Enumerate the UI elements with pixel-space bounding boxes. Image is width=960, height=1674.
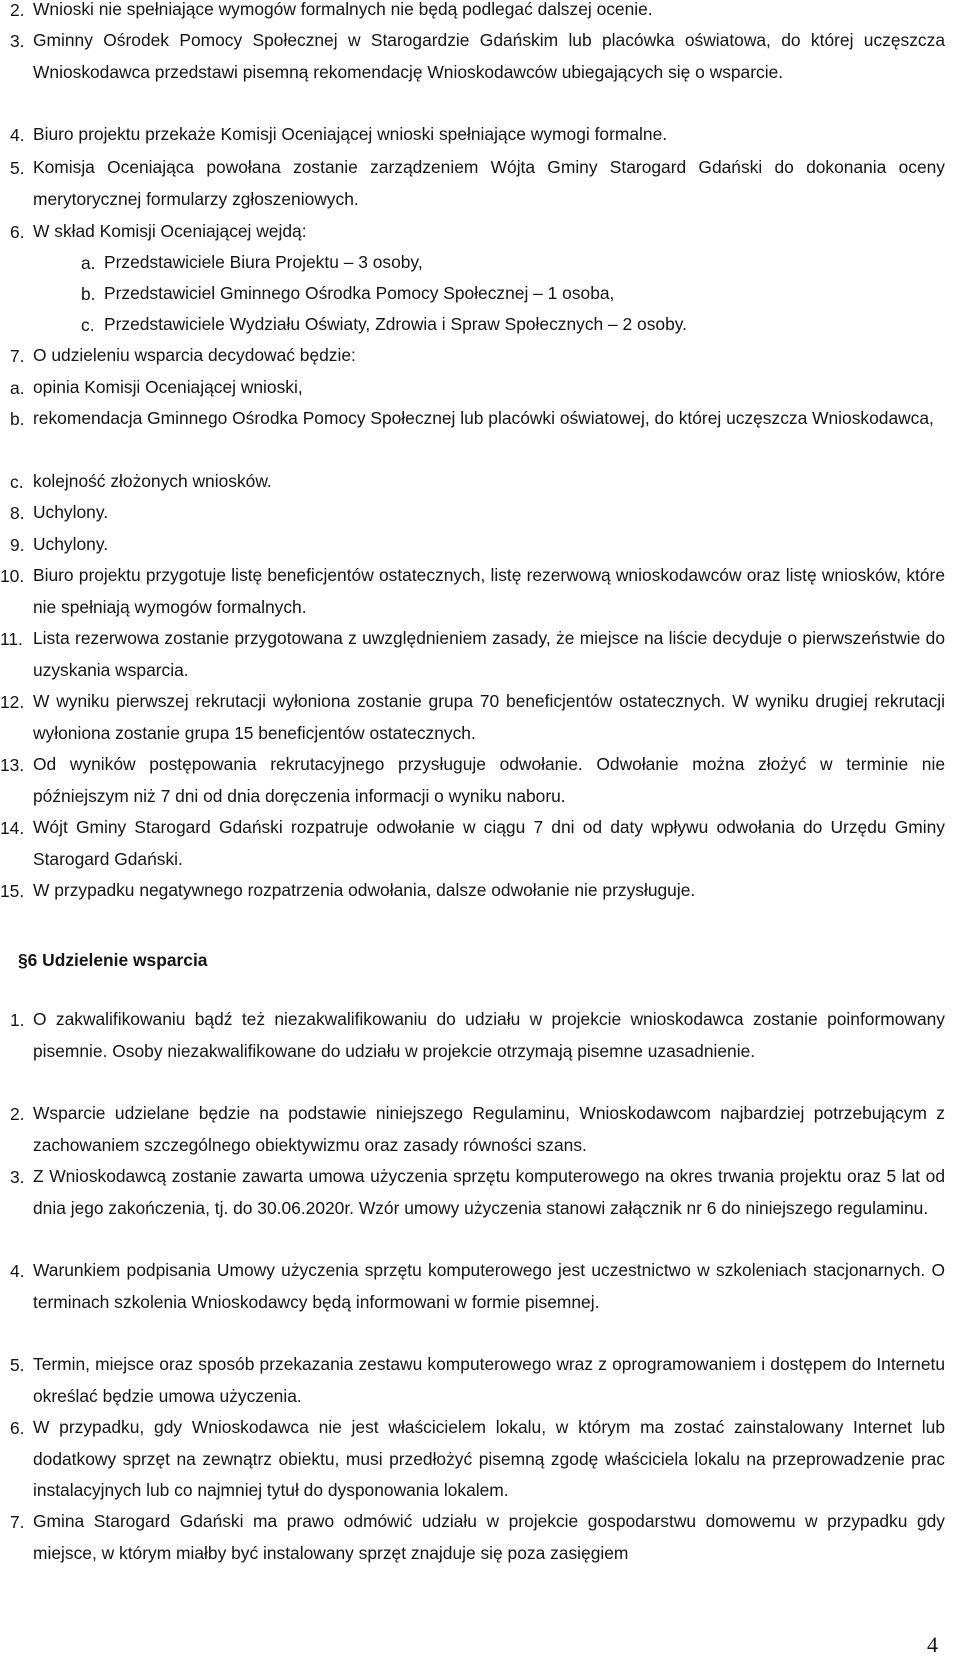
list-number: 3. — [10, 1167, 25, 1187]
list-number: 5. — [10, 158, 25, 178]
list-number: 12. — [0, 692, 25, 712]
list-number: 9. — [10, 535, 25, 555]
list-text: W wyniku pierwszej rekrutacji wyłoniona zostanie grupa 70 beneficjentów ostatecznych. W wyniku drugiej rekrutacji wyłoniona zostanie grupa 15 beneficjentów ostatecznych. — [33, 691, 945, 743]
list-letter: a. — [10, 378, 25, 398]
list-text: Lista rezerwowa zostanie przygotowana z uwzględnieniem zasady, że miejsce na liście decyduje o pierwszeństwie do uzyskania wsparcia. — [33, 628, 945, 680]
list-text: O udzieleniu wsparcia decydować będzie: — [33, 345, 356, 365]
list-text: Od wyników postępowania rekrutacyjnego przysługuje odwołanie. Odwołanie można złożyć w terminie nie późniejszym niż 7 dni od dnia doręczenia informacji o wyniku naboru. — [33, 754, 945, 806]
list-text: Wnioski nie spełniające wymogów formalnych nie będą podlegać dalszej ocenie. — [33, 0, 653, 19]
list-number: 2. — [10, 1104, 25, 1124]
list-text: Uchylony. — [33, 534, 109, 554]
list-number: 13. — [0, 755, 25, 775]
list-text: rekomendacja Gminnego Ośrodka Pomocy Społecznej lub placówki oświatowej, do której uczęszcza Wnioskodawca, — [33, 408, 934, 428]
list-text: Wsparcie udzielane będzie na podstawie niniejszego Regulaminu, Wnioskodawcom najbardziej potrzebującym z zachowaniem szczególnego obiektywizmu oraz zasady równości szans. — [33, 1103, 945, 1155]
list-number: 4. — [10, 125, 25, 145]
list-letter: c. — [81, 315, 95, 335]
list-letter: b. — [10, 409, 25, 429]
list-text: W skład Komisji Oceniającej wejdą: — [33, 221, 307, 241]
list-text: Uchylony. — [33, 502, 109, 522]
list-text: Biuro projektu przekaże Komisji Oceniającej wnioski spełniające wymogi formalne. — [33, 124, 668, 144]
list-text: Termin, miejsce oraz sposób przekazania zestawu komputerowego wraz z oprogramowaniem i dostępem do Internetu określać będzie umowa użyczenia. — [33, 1354, 945, 1406]
list-number: 8. — [10, 503, 25, 523]
list-text: Warunkiem podpisania Umowy użyczenia sprzętu komputerowego jest uczestnictwo w szkoleniach stacjonarnych. O terminach szkolenia Wnioskodawcy będą informowani w formie pisemnej. — [33, 1260, 945, 1312]
list-text: Przedstawiciel Gminnego Ośrodka Pomocy Społecznej – 1 osoba, — [104, 283, 615, 303]
list-number: 7. — [10, 1512, 25, 1532]
page-number: 4 — [927, 1632, 938, 1657]
list-letter: b. — [81, 284, 96, 304]
section-heading: §6 Udzielenie wsparcia — [18, 950, 208, 970]
list-number: 3. — [10, 31, 25, 51]
list-text: Wójt Gminy Starogard Gdański rozpatruje odwołanie w ciągu 7 dni od daty wpływu odwołania do Urzędu Gminy Starogard Gdański. — [33, 817, 945, 869]
list-number: 10. — [0, 566, 25, 586]
list-number: 4. — [10, 1261, 25, 1281]
list-letter: c. — [10, 472, 24, 492]
list-text: Biuro projektu przygotuje listę beneficjentów ostatecznych, listę rezerwową wnioskodawców oraz listę wniosków, które nie spełniają wymogów formalnych. — [33, 565, 945, 617]
list-number: 15. — [0, 881, 25, 901]
list-number: 6. — [10, 222, 25, 242]
list-number: 7. — [10, 346, 25, 366]
list-text: kolejność złożonych wniosków. — [33, 471, 272, 491]
list-text: Gmina Starogard Gdański ma prawo odmówić udziału w projekcie gospodarstwu domowemu w przypadku gdy miejsce, w którym miałby być instalowany sprzęt znajduje się poza zasięgiem — [33, 1511, 945, 1563]
list-text: Przedstawiciele Wydziału Oświaty, Zdrowia i Spraw Społecznych – 2 osoby. — [104, 314, 687, 334]
list-number: 11. — [0, 629, 23, 649]
list-text: W przypadku negatywnego rozpatrzenia odwołania, dalsze odwołanie nie przysługuje. — [33, 880, 696, 900]
list-text: W przypadku, gdy Wnioskodawca nie jest właścicielem lokalu, w którym ma zostać zainstalowany Internet lub dodatkowy sprzęt na zewnątrz obiektu, musi przedłożyć pisemną zgodę właściciela lokalu na przeprowadzenie prac instalacyjnych lub co najmniej tytuł do dysponowania lokalem. — [33, 1417, 945, 1500]
list-number: 6. — [10, 1418, 25, 1438]
list-number: 14. — [0, 818, 25, 838]
list-text: opinia Komisji Oceniającej wnioski, — [33, 377, 303, 397]
list-number: 1. — [10, 1010, 25, 1030]
list-number: 5. — [10, 1355, 25, 1375]
list-text: Gminny Ośrodek Pomocy Społecznej w Starogardzie Gdańskim lub placówka oświatowa, do której uczęszcza Wnioskodawca przedstawi pisemną rekomendację Wnioskodawców ubiegających się o wsparcie. — [33, 30, 945, 82]
list-text: Przedstawiciele Biura Projektu – 3 osoby, — [104, 252, 423, 272]
list-text: Z Wnioskodawcą zostanie zawarta umowa użyczenia sprzętu komputerowego na okres trwania projektu oraz 5 lat od dnia jego zakończenia, tj. do 30.06.2020r. Wzór umowy użyczenia stanowi załącznik nr 6 do niniejszego regulaminu. — [33, 1166, 945, 1218]
list-number: 2. — [10, 0, 25, 20]
list-text: Komisja Oceniająca powołana zostanie zarządzeniem Wójta Gminy Starogard Gdański do dokonania oceny merytorycznej formularzy zgłoszeniowych. — [33, 157, 945, 209]
list-text: O zakwalifikowaniu bądź też niezakwalifikowaniu do udziału w projekcie wnioskodawca zostanie poinformowany pisemnie. Osoby niezakwalifikowane do udziału w projekcie otrzymają pisemne uzasadnienie. — [33, 1009, 945, 1061]
list-letter: a. — [81, 253, 96, 273]
